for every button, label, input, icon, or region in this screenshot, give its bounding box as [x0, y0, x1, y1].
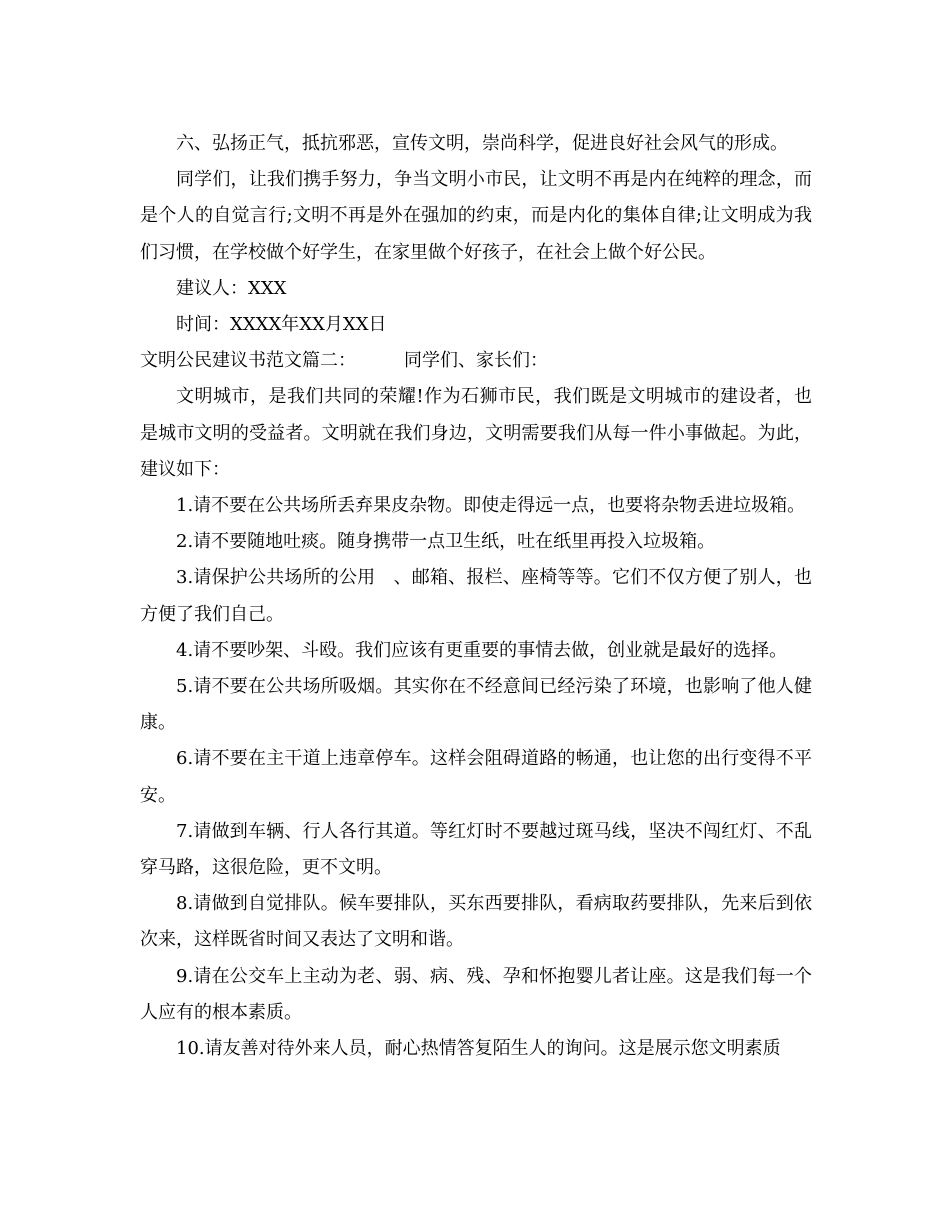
- paragraph-point-six: 六、弘扬正气，抵抗邪恶，宣传文明，崇尚科学，促进良好社会风气的形成。: [176, 133, 788, 154]
- list-item: 7.请做到车辆、行人各行其道。等红灯时不要越过斑马线，坚决不闯红灯、不乱穿马路，这很危险，更不文明。: [140, 820, 812, 879]
- intro-paragraph: 文明城市，是我们共同的荣耀!作为石狮市民，我们既是文明城市的建设者，也是城市文明的受益者。文明就在我们身边，文明需要我们从每一件小事做起。为此，建议如下：: [140, 386, 812, 480]
- list-item: 3.请保护公共场所的公用 、邮箱、报栏、座椅等等。它们不仅方便了别人，也方便了我们自己。: [140, 567, 812, 625]
- section-salutation: 同学们、家长们：: [404, 350, 548, 372]
- list-item: 9.请在公交车上主动为老、弱、病、残、孕和怀抱婴儿者让座。这是我们每一个人应有的根本素质。: [140, 965, 812, 1023]
- list-item: 2.请不要随地吐痰。随身携带一点卫生纸，吐在纸里再投入垃圾箱。: [176, 531, 716, 553]
- section-title: 文明公民建议书范文篇二：: [140, 350, 356, 372]
- list-item: 4.请不要吵架、斗殴。我们应该有更重要的事情去做，创业就是最好的选择。: [176, 639, 788, 661]
- list-item: 8.请做到自觉排队。候车要排队，买东西要排队，看病取药要排队，先来后到依次来，这样既省时间又表达了文明和谐。: [140, 893, 812, 951]
- paragraph-call-to-action: 同学们，让我们携手努力，争当文明小市民，让文明不再是内在纯粹的理念，而是个人的自觉言行;文明不再是外在强加的约束，而是内化的集体自律;让文明成为我们习惯，在学校做个好学生，在家里做个好孩子，在社会上做个好公民。: [140, 169, 812, 263]
- proposer-line: 建议人：XXX: [176, 277, 287, 299]
- date-line: 时间：XXXX年XX月XX日: [176, 314, 387, 336]
- list-item: 10.请友善对待外来人员，耐心热情答复陌生人的询问。这是展示您文明素质: [176, 1038, 781, 1060]
- document-body: [140, 126, 812, 1067]
- section-heading-line: [140, 343, 812, 379]
- list-item: 6.请不要在主干道上违章停车。这样会阻碍道路的畅通，也让您的出行变得不平安。: [140, 748, 812, 806]
- list-item: 5.请不要在公共场所吸烟。其实你在不经意间已经污染了环境，也影响了他人健康。: [140, 676, 812, 734]
- list-item: 1.请不要在公共场所丢弃果皮杂物。即使走得远一点，也要将杂物丢进垃圾箱。: [176, 495, 806, 517]
